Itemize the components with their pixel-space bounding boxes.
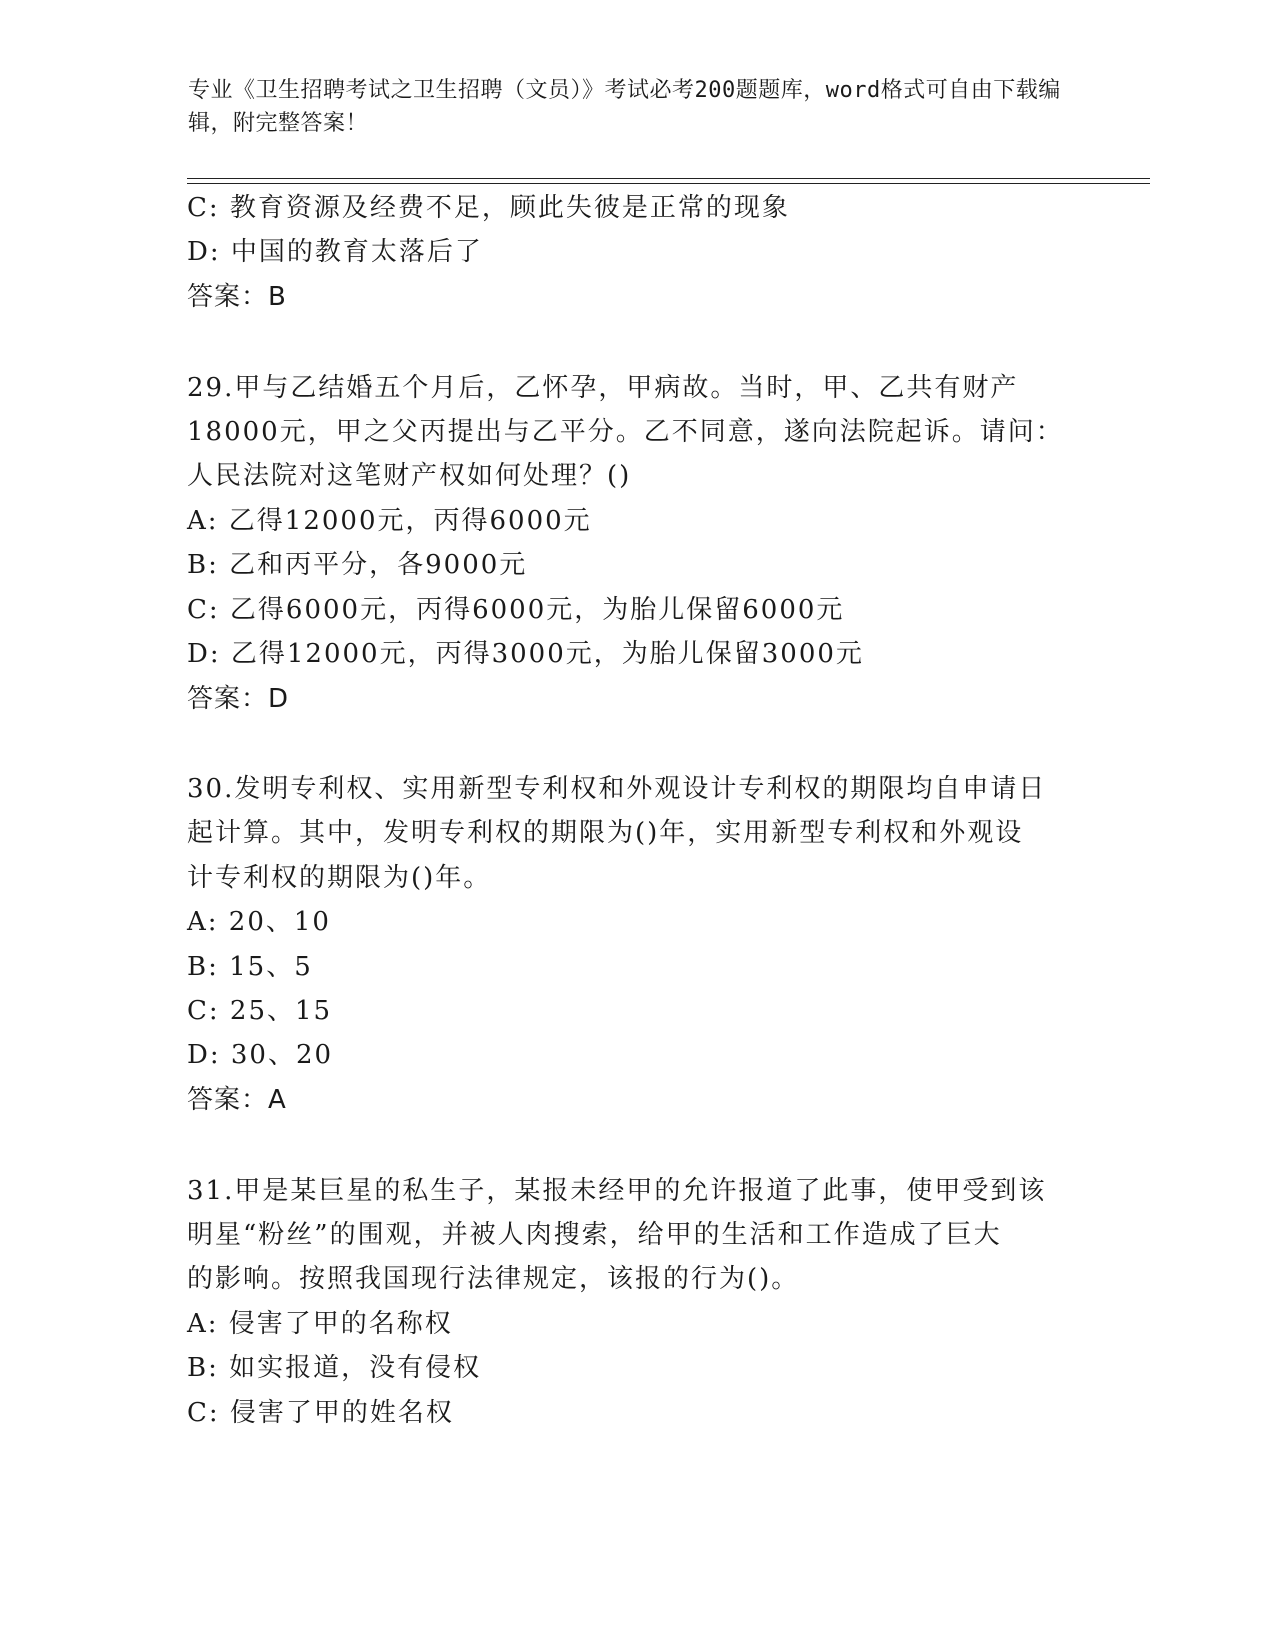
option-c-q31: C: 侵害了甲的姓名权 [187, 1398, 454, 1428]
option-b-q30: B: 15、5 [187, 952, 313, 982]
question-31-line-1: 31.甲是某巨星的私生子，某报未经甲的允许报道了此事，使甲受到该 [187, 1176, 1047, 1206]
question-29-line-2: 18000元，甲之父丙提出与乙平分。乙不同意，遂向法院起诉。请问： [187, 417, 1064, 447]
option-d-q28: D: 中国的教育太落后了 [187, 237, 483, 267]
option-b-q29: B: 乙和丙平分，各9000元 [187, 550, 528, 580]
question-29-line-1: 29.甲与乙结婚五个月后，乙怀孕，甲病故。当时，甲、乙共有财产 [187, 373, 1019, 403]
answer-q28: 答案：B [187, 282, 287, 312]
question-31-line-2: 明星“粉丝”的围观，并被人肉搜索，给甲的生活和工作造成了巨大 [187, 1220, 1002, 1250]
option-a-q31: A: 侵害了甲的名称权 [187, 1309, 453, 1339]
option-c-q29: C: 乙得6000元，丙得6000元，为胎儿保留6000元 [187, 595, 845, 625]
option-a-q30: A: 20、10 [187, 907, 331, 937]
header-rule-top [187, 178, 1150, 179]
header-rule-bottom [187, 183, 1150, 184]
question-30-line-3: 计专利权的期限为()年。 [187, 863, 492, 893]
option-d-q30: D: 30、20 [187, 1040, 334, 1070]
option-d-q29: D: 乙得12000元，丙得3000元，为胎儿保留3000元 [187, 639, 864, 669]
answer-q29: 答案：D [187, 684, 290, 714]
document-header: 专业《卫生招聘考试之卫生招聘（文员）》考试必考200题题库，word格式可自由下载编辑，附完整答案！ [188, 78, 1061, 136]
question-30-line-2: 起计算。其中，发明专利权的期限为()年，实用新型专利权和外观设 [187, 818, 1024, 848]
option-b-q31: B: 如实报道，没有侵权 [187, 1353, 482, 1383]
option-c-q30: C: 25、15 [187, 996, 333, 1026]
option-c-q28: C: 教育资源及经费不足，顾此失彼是正常的现象 [187, 193, 790, 223]
option-a-q29: A: 乙得12000元，丙得6000元 [187, 506, 592, 536]
question-31-line-3: 的影响。按照我国现行法律规定，该报的行为()。 [187, 1264, 800, 1294]
question-29-line-3: 人民法院对这笔财产权如何处理？() [187, 461, 632, 491]
question-30-line-1: 30.发明专利权、实用新型专利权和外观设计专利权的期限均自申请日 [187, 774, 1047, 804]
answer-q30: 答案：A [187, 1085, 287, 1115]
